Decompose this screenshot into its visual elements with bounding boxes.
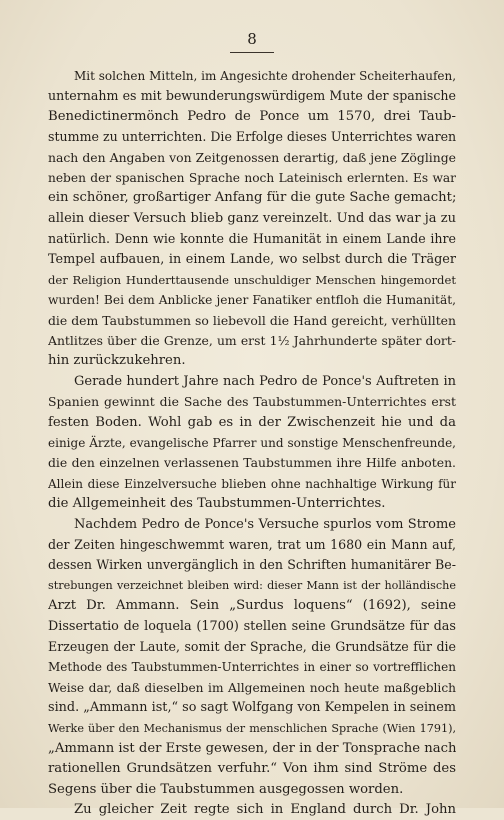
- text-line: wurden! Bei dem Anblicke jener Fanatiker entfloh die Humanität,: [48, 293, 456, 308]
- text-line: Antlitzes über die Grenze, um erst 1½ Jahrhunderte später dort-: [48, 333, 456, 349]
- text-line: Gerade hundert Jahre nach Pedro de Ponce's Auftreten in: [74, 373, 456, 389]
- text-line: festen Boden. Wohl gab es in der Zwischenzeit hie und da: [48, 414, 456, 430]
- text-line: Dissertatio de loquela (1700) stellen seine Grundsätze für das: [48, 618, 456, 634]
- text-line: die dem Taubstummen so liebevoll die Hand gereicht, verhüllten: [48, 312, 456, 328]
- text-line: Methode des Taubstummen-Unterrichtes in einer so vortrefflichen: [48, 660, 456, 675]
- text-line: „Ammann ist der Erste gewesen, der in der Tonsprache nach: [48, 740, 456, 756]
- text-line: ein schöner, großartiger Anfang für die gute Sache gemacht;: [48, 190, 456, 206]
- text-line: dessen Wirken unvergänglich in den Schriften humanitärer Be-: [48, 557, 456, 573]
- text-line: Benedictinermönch Pedro de Ponce um 1570, drei Taub-: [48, 108, 456, 124]
- text-line: die Allgemeinheit des Taubstummen-Unterrichtes.: [48, 496, 386, 512]
- text-line: natürlich. Denn wie konnte die Humanität in einem Lande ihre: [48, 231, 456, 247]
- text-line: Nachdem Pedro de Ponce's Versuche spurlos vom Strome: [74, 516, 456, 532]
- text-line: Arzt Dr. Ammann. Sein „Surdus loquens“ (1692), seine: [48, 598, 456, 614]
- text-line: Tempel aufbauen, in einem Lande, wo selbst durch die Träger: [48, 251, 456, 267]
- header-rule: [230, 52, 274, 53]
- text-line: der Zeiten hingeschwemmt waren, trat um 1680 ein Mann auf,: [48, 536, 456, 552]
- body-text: [48, 66, 456, 820]
- text-line: Erzeugen der Laute, somit der Sprache, die Grundsätze für die: [48, 638, 456, 654]
- text-line: hin zurückzukehren.: [48, 353, 186, 369]
- text-line: stumme zu unterrichten. Die Erfolge dieses Unterrichtes waren: [48, 129, 456, 145]
- text-line: Spanien gewinnt die Sache des Taubstummen-Unterrichtes erst: [48, 394, 456, 410]
- text-line: sind. „Ammann ist,“ so sagt Wolfgang von Kempelen in seinem: [48, 700, 456, 716]
- text-line: Allein diese Einzelversuche blieben ohne nachhaltige Wirkung für: [48, 476, 456, 491]
- text-line: der Religion Hunderttausende unschuldiger Menschen hingemordet: [48, 272, 456, 287]
- text-line: strebungen verzeichnet bleiben wird: dieser Mann ist der holländische: [48, 578, 456, 592]
- text-line: Mit solchen Mitteln, im Angesichte drohender Scheiterhaufen,: [74, 69, 456, 83]
- page-number: 8: [247, 30, 257, 48]
- text-line: nach den Angaben von Zeitgenossen derartig, daß jene Zöglinge: [48, 149, 456, 165]
- text-line: Werke über den Mechanismus der menschlichen Sprache (Wien 1791),: [48, 721, 456, 735]
- text-line: einige Ärzte, evangelische Pfarrer und sonstige Menschenfreunde,: [48, 436, 456, 451]
- text-line: Weise dar, daß dieselben im Allgemeinen noch heute maßgeblich: [48, 680, 456, 695]
- text-line: die den einzelnen verlassenen Taubstummen ihre Hilfe anboten.: [48, 455, 456, 471]
- text-line: neben der spanischen Sprache noch Lateinisch erlernten. Es war: [48, 170, 456, 185]
- text-line: unternahm es mit bewunderungswürdigem Mute der spanische: [48, 88, 456, 104]
- text-line: Segens über die Taubstummen ausgegossen worden.: [48, 781, 404, 797]
- text-line: allein dieser Versuch blieb ganz vereinzelt. Und das war ja zu: [48, 210, 456, 226]
- text-line: rationellen Grundsätzen verfuhr.“ Von ihm sind Ströme des: [48, 761, 456, 777]
- text-line: Zu gleicher Zeit regte sich in England durch Dr. John: [74, 802, 456, 818]
